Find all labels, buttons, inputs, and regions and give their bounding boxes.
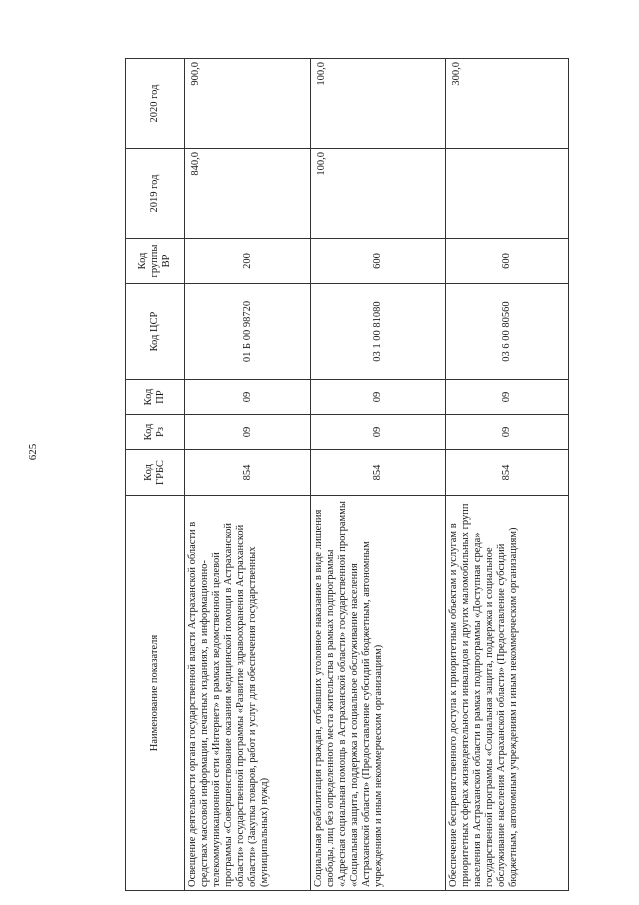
row-pr: 09 [185, 380, 311, 415]
row-vr: 600 [446, 239, 569, 284]
header-rz: Код Рз [126, 415, 185, 450]
row-2019 [446, 149, 569, 239]
header-2020: 2020 год [126, 59, 185, 149]
header-csr: Код ЦСР [126, 284, 185, 380]
row-2019: 840,0 [185, 149, 311, 239]
header-vr: Код группы ВР [126, 239, 185, 284]
row-grbs: 854 [311, 450, 446, 496]
table-row [311, 59, 446, 891]
header-name: Наименование показателя [126, 496, 185, 891]
row-grbs: 854 [446, 450, 569, 496]
row-csr: 01 Б 00 98720 [185, 284, 311, 380]
row-rz: 09 [446, 415, 569, 450]
budget-table [125, 58, 569, 891]
header-grbs: Код ГРБС [126, 450, 185, 496]
row-2020: 100,0 [311, 59, 446, 149]
header-pr: Код ПР [126, 380, 185, 415]
table-row [185, 59, 311, 891]
row-name: Обеспечение беспрепятственного доступа к приоритетным объектам и услугам в приоритетных сферах жизнедеятельности инвалидов и других маломобильных групп населения в Астраханской области в рамках подпрограммы «Доступная среда» государственной программы «Социальная защита, поддержка и социальное обслуживание населения Астраханской области» (Предоставление субсидий бюджетным, автономным учреждениям и иным некоммерческим организациям) [446, 496, 569, 891]
table-row [446, 59, 569, 891]
row-grbs: 854 [185, 450, 311, 496]
page-number: 625 [27, 443, 39, 461]
row-vr: 600 [311, 239, 446, 284]
row-name: Социальная реабилитация граждан, отбывших уголовное наказание в виде лишения свободы, лиц без определенного места жительства в рамках подпрограммы «Адресная социальная помощь в Астраханской области» государственной программы «Социальная защита, поддержка и социальное обслуживание населения Астраханской области» (Предоставление субсидий бюджетным, автономным учреждениям и иным некоммерческим организациям) [311, 496, 446, 891]
row-pr: 09 [446, 380, 569, 415]
row-csr: 03 1 00 81080 [311, 284, 446, 380]
row-rz: 09 [185, 415, 311, 450]
row-vr: 200 [185, 239, 311, 284]
header-2019: 2019 год [126, 149, 185, 239]
row-name: Освещение деятельности органа государственной власти Астраханской области в средствах массовой информации, печатных изданиях, в информационно-телекоммуникационной сети «Интернет» в рамках ведомственной целевой программы «Совершенствование оказания медицинской помощи в Астраханской области» государственной программы «Развитие здравоохранения Астраханской области» (Закупка товаров, работ и услуг для обеспечения государственных (муниципальных) нужд) [185, 496, 311, 891]
row-2020: 300,0 [446, 59, 569, 149]
row-2020: 900,0 [185, 59, 311, 149]
row-rz: 09 [311, 415, 446, 450]
rotated-table-container [125, 59, 519, 891]
row-csr: 03 6 00 80560 [446, 284, 569, 380]
row-2019: 100,0 [311, 149, 446, 239]
row-pr: 09 [311, 380, 446, 415]
header-row [126, 59, 185, 891]
